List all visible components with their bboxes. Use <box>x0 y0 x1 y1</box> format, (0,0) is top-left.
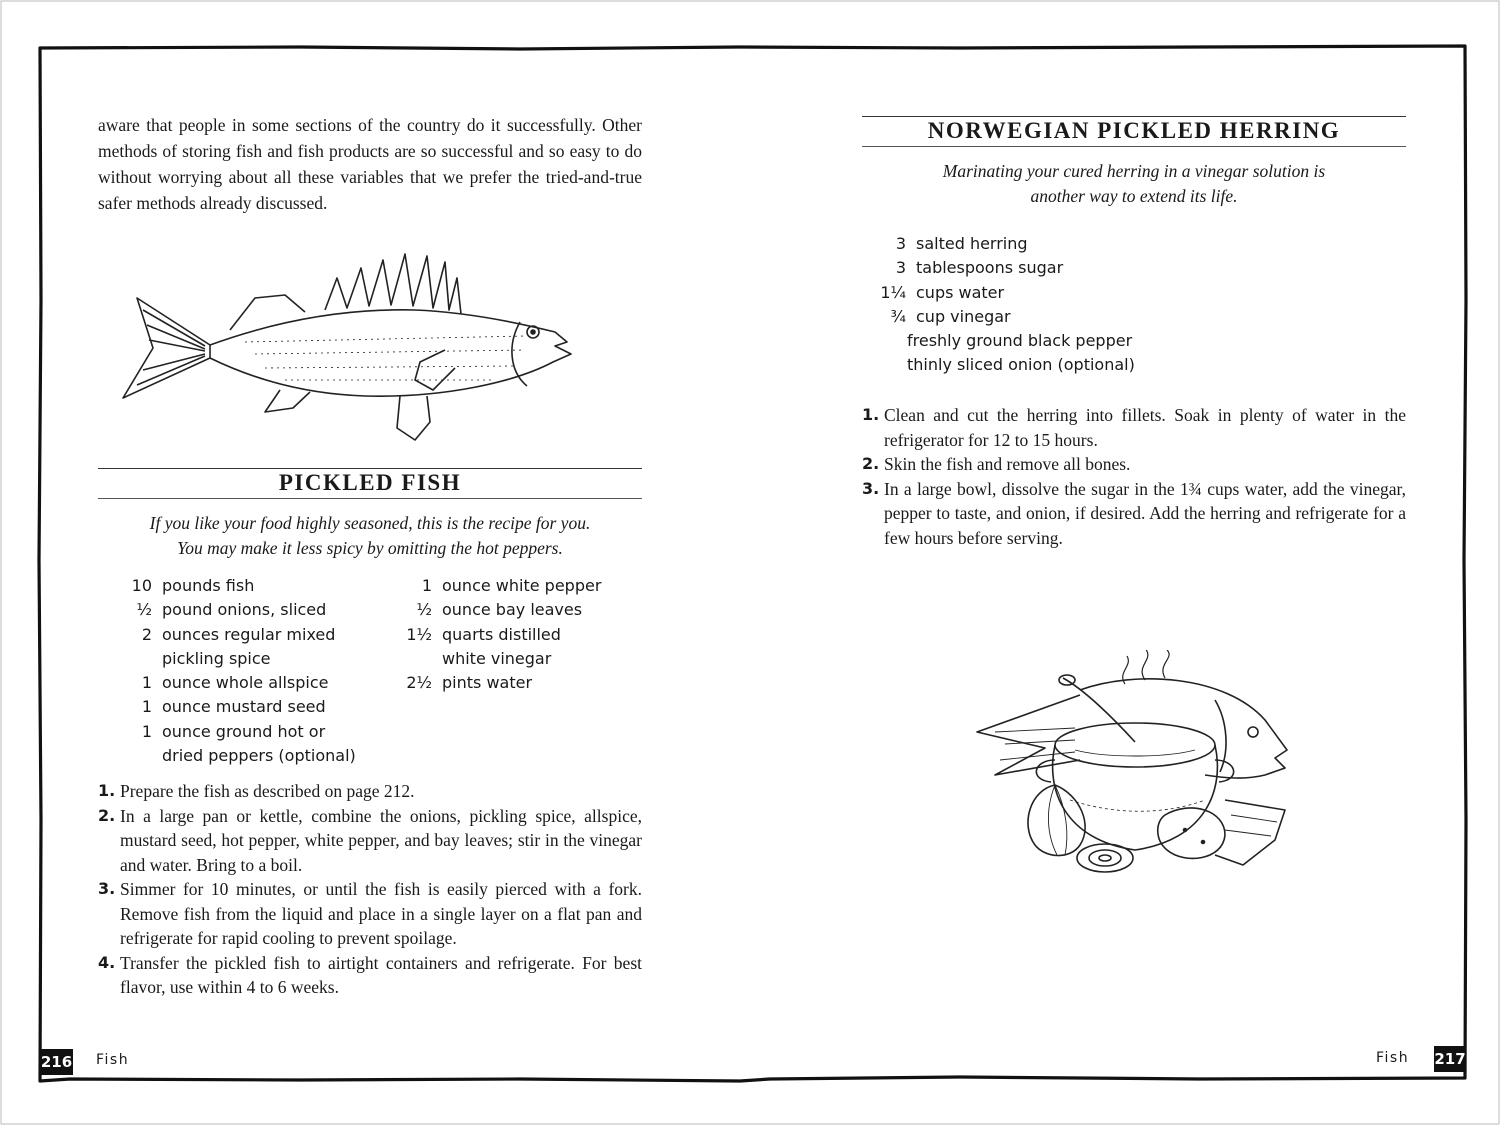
ingredient-name: ounce mustard seed <box>162 697 326 717</box>
ingredient-name: cup vinegar <box>916 306 1011 326</box>
ingredient-name: ounce bay leaves <box>442 600 583 620</box>
ingredient-name: pounds fish <box>162 576 255 595</box>
ingredient-row <box>120 623 360 672</box>
ingredients-list <box>876 232 1176 378</box>
step-text: In a large pan or kettle, combine the onions, pickling spice, allspice, mustard seed, hot pepper, white pepper, and bay leaves; stir in the vinegar and water. Bring to a boil. <box>120 805 642 875</box>
step-text: Prepare the fish as described on page 212. <box>120 781 415 801</box>
step-text: Clean and cut the herring into fillets. Soak in plenty of water in the refrigerator for 12 to 15 hours. <box>884 405 1406 450</box>
ingredient-quantity: 1¼ <box>880 282 906 302</box>
ingredients-column-1 <box>120 574 360 768</box>
ingredient-row <box>876 281 1176 305</box>
ingredient-name: freshly ground black pepper <box>907 331 1133 351</box>
recipe-description-line: If you like your food highly seasoned, this is the recipe for you. <box>149 513 591 533</box>
ingredient-row <box>120 695 360 719</box>
perch-fish-illustration <box>115 250 580 445</box>
ingredient-name: pound onions, sliced <box>162 600 327 620</box>
step-number: 1. <box>862 405 880 424</box>
ingredient-name: pints water <box>442 673 533 693</box>
ingredient-row <box>876 305 1176 329</box>
ingredient-quantity: 1½ <box>406 624 432 644</box>
ingredient-row <box>876 353 1176 377</box>
ingredient-quantity: 1 <box>141 697 152 717</box>
ingredient-row <box>392 574 642 598</box>
ingredient-name: ounces regular mixed pickling spice <box>162 624 336 668</box>
ingredient-name: thinly sliced onion (optional) <box>907 355 1135 375</box>
recipe-description <box>862 159 1406 209</box>
recipe-description-line: another way to extend its life. <box>1030 186 1238 206</box>
herring-top-rule <box>862 116 1406 117</box>
ingredient-row <box>120 720 360 769</box>
page-number: 216 <box>40 1049 73 1075</box>
continuation-paragraph: aware that people in some sections of the country do it successfully. Other methods of storing fish and fish products are so successful and so easy to do without worrying about all these variables that we prefer the tried-and-true safer methods already discussed. <box>98 115 642 213</box>
recipe-step <box>98 804 642 878</box>
running-head: Fish <box>96 1052 130 1068</box>
ingredient-row <box>120 574 360 598</box>
herring-bottom-rule <box>862 146 1406 147</box>
step-number: 4. <box>98 952 116 972</box>
recipe-step <box>862 452 1406 477</box>
recipe-description <box>98 511 642 561</box>
ingredient-row <box>120 671 360 695</box>
ingredient-row <box>876 256 1176 280</box>
ingredient-quantity: 3 <box>895 234 906 253</box>
pickled-fish-top-rule <box>98 468 642 469</box>
ingredient-quantity: 1 <box>141 721 152 741</box>
recipe-step <box>862 403 1406 452</box>
pickled-fish-bottom-rule <box>98 498 642 499</box>
ingredient-quantity: 10 <box>131 576 152 595</box>
recipe-step <box>98 877 642 951</box>
ingredient-quantity: 1 <box>421 576 432 595</box>
step-text: Skin the fish and remove all bones. <box>884 454 1131 474</box>
ingredient-row <box>876 232 1176 256</box>
ingredient-name: ounce white pepper <box>442 576 602 595</box>
ingredient-name: ounce ground hot or dried peppers (optional) <box>162 721 356 766</box>
recipe-step <box>98 951 642 1000</box>
ingredient-row <box>392 671 642 695</box>
ingredient-quantity: ½ <box>136 600 152 620</box>
step-number: 3. <box>98 879 116 898</box>
ingredient-row <box>876 329 1176 353</box>
ingredient-row <box>392 598 642 622</box>
recipe-title: PICKLED FISH <box>278 470 462 495</box>
recipe-steps <box>862 403 1406 550</box>
ingredient-quantity: 1 <box>141 673 152 693</box>
step-text: Simmer for 10 minutes, or until the fish is easily pierced with a fork. Remove fish from the liquid and place in a single layer on a flat pan and refrigerate for rapid cooling to prevent spoilage. <box>120 879 642 948</box>
ingredient-quantity: ½ <box>416 600 432 620</box>
step-text: In a large bowl, dissolve the sugar in the 1¾ cups water, add the vinegar, pepper to taste, and onion, if desired. Add the herring and refrigerate for a few hours before serving. <box>884 478 1406 548</box>
ingredients-column-2 <box>392 574 642 695</box>
recipe-title: NORWEGIAN PICKLED HERRING <box>927 118 1341 143</box>
ingredient-quantity: ¾ <box>890 306 906 326</box>
step-text: Transfer the pickled fish to airtight containers and refrigerate. For best flavor, use within 4 to 6 weeks. <box>120 952 642 997</box>
ingredient-quantity: 2 <box>141 624 152 644</box>
step-number: 2. <box>862 454 880 473</box>
step-number: 2. <box>98 805 116 825</box>
ingredient-name: cups water <box>916 282 1005 302</box>
ingredient-name: tablespoons sugar <box>916 258 1064 278</box>
running-head: Fish <box>1376 1050 1410 1066</box>
recipe-steps <box>98 779 642 1000</box>
ingredient-name: quarts distilled white vinegar <box>442 624 561 668</box>
recipe-step <box>98 779 642 804</box>
ingredient-quantity: 2½ <box>406 673 432 693</box>
recipe-description-line: You may make it less spicy by omitting the hot peppers. <box>177 538 563 558</box>
ingredient-name: ounce whole allspice <box>162 673 329 693</box>
ingredient-name: salted herring <box>916 234 1028 253</box>
ingredient-row <box>120 598 360 622</box>
page-number: 217 <box>1434 1046 1466 1072</box>
recipe-description-line: Marinating your cured herring in a vinegar solution is <box>942 161 1326 181</box>
ingredient-quantity: 3 <box>895 258 906 278</box>
recipe-step <box>862 477 1406 551</box>
step-number: 3. <box>862 478 880 498</box>
step-number: 1. <box>98 781 116 800</box>
ingredient-row <box>392 623 642 672</box>
fish-pot-illustration <box>975 650 1295 885</box>
